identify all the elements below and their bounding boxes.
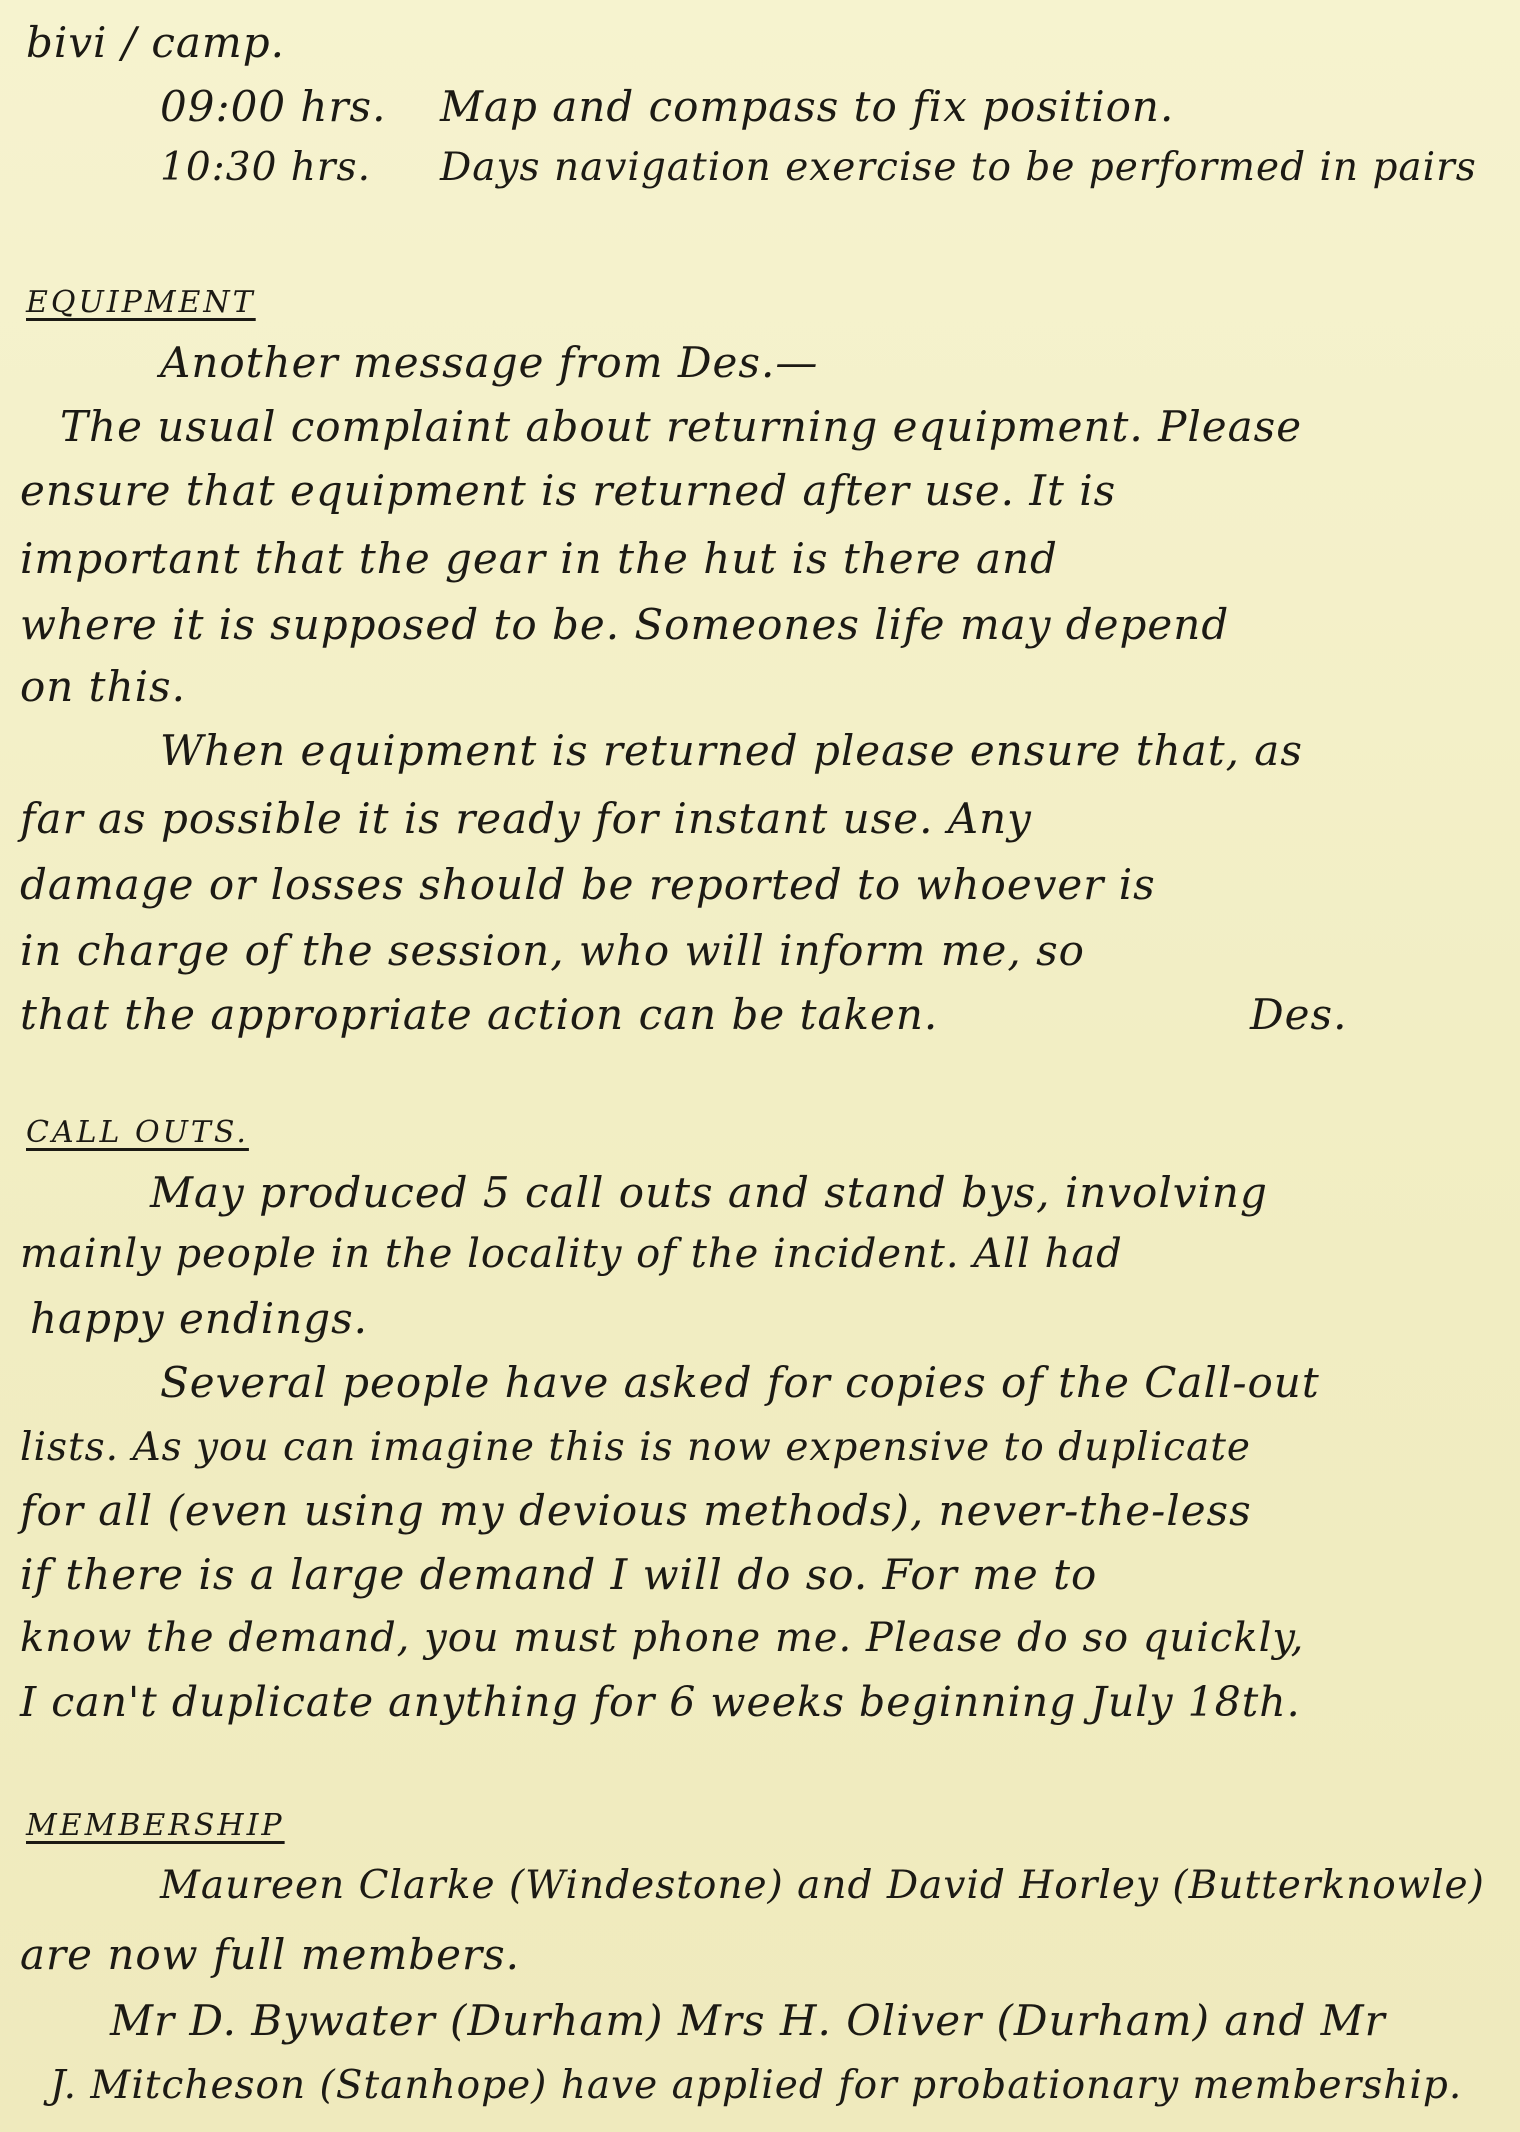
paragraph-line: The usual complaint about returning equipment. Please [60, 402, 1303, 451]
paragraph-line: Mr D. Bywater (Durham) Mrs H. Oliver (Durham) and Mr [110, 1996, 1386, 2045]
section-heading-equipment: EQUIPMENT [26, 285, 256, 320]
paragraph-line: for all (even using my devious methods), never-the-less [20, 1486, 1252, 1535]
schedule-desc: Map and compass to fix position. [440, 82, 1175, 131]
paragraph-line: are now full members. [20, 1930, 521, 1979]
schedule-entry [160, 82, 1175, 131]
paragraph-line: in charge of the session, who will inform me, so [20, 926, 1085, 975]
paragraph-line: ensure that equipment is returned after use. It is [20, 466, 1117, 515]
section-heading-membership: MEMBERSHIP [26, 1808, 285, 1843]
paragraph-line: Another message from Des.— [160, 338, 819, 387]
schedule-time: 09:00 hrs. [160, 82, 387, 131]
paragraph-line: happy endings. [30, 1294, 369, 1343]
paragraph-line: Maureen Clarke (Windestone) and David Horley (Butterknowle) [160, 1863, 1485, 1908]
paragraph-line: I can't duplicate anything for 6 weeks beginning July 18th. [20, 1678, 1301, 1726]
paragraph-line: important that the gear in the hut is there and [20, 534, 1058, 583]
paragraph-line: if there is a large demand I will do so. For me to [20, 1550, 1098, 1599]
signature: Des. [1250, 990, 1348, 1039]
paragraph-line: on this. [20, 662, 186, 711]
paragraph-line: Several people have asked for copies of the Call-out [160, 1358, 1320, 1407]
paragraph-line: mainly people in the locality of the incident. All had [20, 1231, 1123, 1277]
paragraph-line: know the demand, you must phone me. Please do so quickly, [20, 1615, 1305, 1661]
paragraph-line: J. Mitcheson (Stanhope) have applied for probationary membership. [50, 2063, 1463, 2108]
schedule-entry [160, 145, 1477, 190]
paragraph-line: When equipment is returned please ensure that, as [160, 726, 1303, 775]
paragraph-line: May produced 5 call outs and stand bys, involving [150, 1168, 1268, 1217]
schedule-time: 10:30 hrs. [160, 145, 371, 190]
schedule-line: bivi / camp. [26, 18, 285, 67]
paragraph-line: that the appropriate action can be taken. [20, 990, 939, 1039]
paragraph-line: lists. As you can imagine this is now expensive to duplicate [20, 1425, 1251, 1470]
schedule-desc: Days navigation exercise to be performed in pairs [440, 145, 1477, 190]
paragraph-line: damage or losses should be reported to whoever is [20, 860, 1156, 909]
section-heading-call-outs: CALL OUTS. [26, 1115, 249, 1150]
paragraph-line: where it is supposed to be. Someones life may depend [20, 600, 1230, 649]
paragraph-line: far as possible it is ready for instant use. Any [20, 794, 1032, 843]
